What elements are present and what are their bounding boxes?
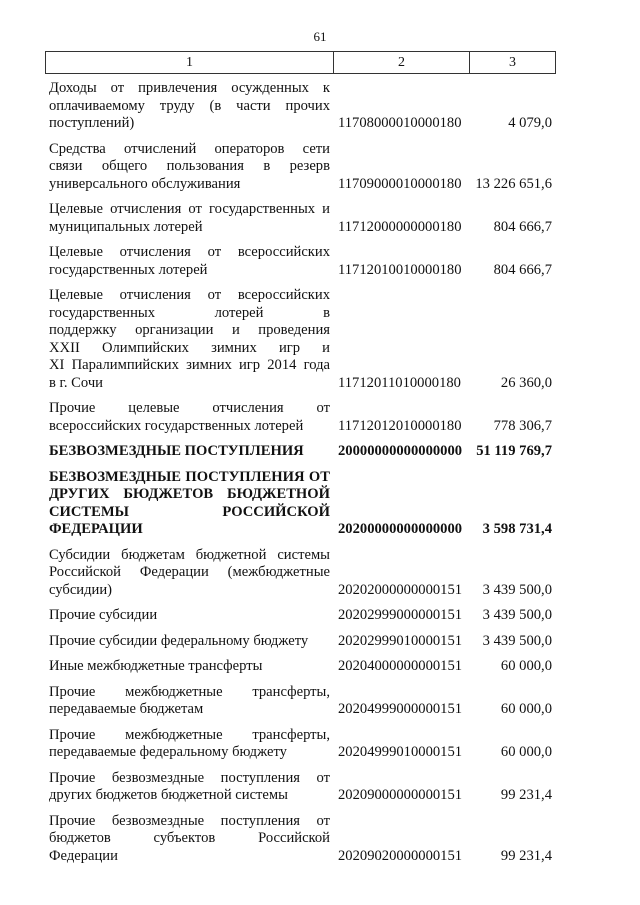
row-description bbox=[49, 80, 330, 133]
table-row bbox=[49, 469, 552, 539]
table-body bbox=[49, 80, 552, 873]
row-description bbox=[49, 141, 330, 194]
table-row bbox=[49, 658, 552, 676]
row-value: 51 119 769,7 bbox=[476, 443, 552, 459]
description-line: государственных лотерей в bbox=[49, 304, 330, 321]
table-row bbox=[49, 684, 552, 719]
description-line: передаваемые бюджетам bbox=[49, 701, 204, 717]
description-line: ДРУГИХ БЮДЖЕТОВ БЮДЖЕТНОЙ bbox=[49, 486, 330, 502]
description-line: Целевые отчисления от всероссийских bbox=[49, 287, 330, 303]
row-description bbox=[49, 244, 330, 279]
table-row bbox=[49, 244, 552, 279]
row-description bbox=[49, 813, 330, 866]
description-line: Прочие целевые отчисления от bbox=[49, 400, 330, 416]
description-line: оплачиваемому труду (в части прочих bbox=[49, 97, 330, 114]
page-number: 61 bbox=[313, 29, 327, 44]
description-line: Прочие безвозмездные поступления от bbox=[49, 769, 330, 786]
row-value: 99 231,4 bbox=[500, 787, 552, 803]
row-description bbox=[49, 633, 330, 651]
description-line: Иные межбюджетные трансферты bbox=[49, 658, 263, 674]
description-line: Прочие субсидии федеральному бюджету bbox=[49, 632, 309, 649]
header-col-2: 2 bbox=[334, 52, 470, 73]
description-line: Российской Федерации (межбюджетные bbox=[49, 564, 330, 580]
description-line: XXII Олимпийских зимних игр и bbox=[49, 339, 330, 356]
row-code: 20204000000000151 bbox=[338, 658, 463, 674]
description-line: Средства отчислений операторов сети bbox=[49, 140, 330, 157]
description-line: муниципальных лотерей bbox=[49, 218, 203, 235]
description-line: БЕЗВОЗМЕЗДНЫЕ ПОСТУПЛЕНИЯ ОТ bbox=[49, 468, 330, 485]
description-line: поступлений) bbox=[49, 115, 135, 131]
table-row bbox=[49, 607, 552, 625]
row-code: 11712012010000180 bbox=[338, 417, 462, 434]
table-row bbox=[49, 400, 552, 435]
description-line: государственных лотерей bbox=[49, 261, 208, 278]
row-code: 11712010010000180 bbox=[338, 261, 462, 278]
description-line: Прочие межбюджетные трансферты, bbox=[49, 683, 330, 700]
row-description bbox=[49, 658, 330, 676]
description-line: других бюджетов бюджетной системы bbox=[49, 787, 288, 803]
row-value: 804 666,7 bbox=[493, 218, 552, 235]
row-code: 11712000000000180 bbox=[338, 218, 462, 235]
header-col-3: 3 bbox=[509, 54, 516, 70]
header-col-1: 1 bbox=[46, 52, 334, 73]
table-header bbox=[45, 51, 556, 74]
description-line: Прочие межбюджетные трансферты, bbox=[49, 726, 330, 743]
row-code: 20200000000000000 bbox=[338, 521, 463, 537]
row-value: 3 439 500,0 bbox=[482, 581, 552, 598]
row-code: 20209000000000151 bbox=[338, 787, 463, 803]
description-line: Целевые отчисления от государственных и bbox=[49, 201, 330, 217]
description-line: всероссийских государственных лотерей bbox=[49, 417, 304, 434]
table-row bbox=[49, 633, 552, 651]
row-value: 99 231,4 bbox=[500, 847, 552, 864]
row-code: 20204999000000151 bbox=[338, 701, 463, 717]
row-description bbox=[49, 469, 330, 539]
row-description bbox=[49, 443, 330, 461]
row-description bbox=[49, 400, 330, 435]
table-row bbox=[49, 727, 552, 762]
row-description bbox=[49, 607, 330, 625]
description-line: СИСТЕМЫ РОССИЙСКОЙ bbox=[49, 503, 330, 520]
row-value: 3 439 500,0 bbox=[482, 607, 552, 623]
table-row bbox=[49, 201, 552, 236]
description-line: Прочие субсидии bbox=[49, 607, 158, 623]
description-line: поддержку организации и проведения bbox=[49, 322, 330, 338]
table-row bbox=[49, 813, 552, 866]
row-description bbox=[49, 287, 330, 392]
description-line: в г. Сочи bbox=[49, 374, 103, 391]
row-code: 11708000010000180 bbox=[338, 115, 462, 131]
row-value: 26 360,0 bbox=[500, 374, 552, 391]
row-value: 804 666,7 bbox=[493, 261, 552, 278]
description-line: Федерации bbox=[49, 847, 118, 864]
row-code: 20000000000000000 bbox=[338, 443, 463, 459]
row-value: 60 000,0 bbox=[500, 744, 552, 760]
description-line: универсального обслуживания bbox=[49, 175, 241, 192]
table-row bbox=[49, 287, 552, 392]
row-description bbox=[49, 727, 330, 762]
description-line: ФЕДЕРАЦИИ bbox=[49, 521, 143, 537]
row-value: 778 306,7 bbox=[493, 417, 552, 434]
row-code: 20202999010000151 bbox=[338, 632, 463, 649]
row-value: 60 000,0 bbox=[500, 658, 552, 674]
description-line: связи общего пользования в резерв bbox=[49, 158, 330, 174]
row-code: 20204999010000151 bbox=[338, 744, 463, 760]
table-row bbox=[49, 80, 552, 133]
description-line: Целевые отчисления от всероссийских bbox=[49, 244, 330, 260]
row-code: 11709000010000180 bbox=[338, 175, 462, 192]
row-description bbox=[49, 201, 330, 236]
table-row bbox=[49, 547, 552, 600]
row-code: 20202999000000151 bbox=[338, 607, 463, 623]
row-value: 13 226 651,6 bbox=[475, 175, 552, 192]
row-value: 3 598 731,4 bbox=[482, 521, 552, 537]
row-description bbox=[49, 770, 330, 805]
table-row bbox=[49, 141, 552, 194]
row-value: 3 439 500,0 bbox=[482, 632, 552, 649]
row-code: 11712011010000180 bbox=[338, 374, 461, 391]
description-line: бюджетов субъектов Российской bbox=[49, 830, 330, 846]
table-row bbox=[49, 443, 552, 461]
description-line: Субсидии бюджетам бюджетной системы bbox=[49, 546, 330, 563]
table-row bbox=[49, 770, 552, 805]
row-code: 20202000000000151 bbox=[338, 581, 463, 598]
description-line: Доходы от привлечения осужденных к bbox=[49, 80, 330, 96]
description-line: БЕЗВОЗМЕЗДНЫЕ ПОСТУПЛЕНИЯ bbox=[49, 443, 304, 459]
row-description bbox=[49, 684, 330, 719]
row-value: 60 000,0 bbox=[500, 701, 552, 717]
description-line: XI Паралимпийских зимних игр 2014 года bbox=[49, 357, 330, 373]
row-description bbox=[49, 547, 330, 600]
description-line: субсидии) bbox=[49, 581, 113, 598]
row-code: 20209020000000151 bbox=[338, 847, 463, 864]
description-line: Прочие безвозмездные поступления от bbox=[49, 812, 330, 829]
row-value: 4 079,0 bbox=[508, 115, 552, 131]
description-line: передаваемые федеральному бюджету bbox=[49, 744, 287, 760]
